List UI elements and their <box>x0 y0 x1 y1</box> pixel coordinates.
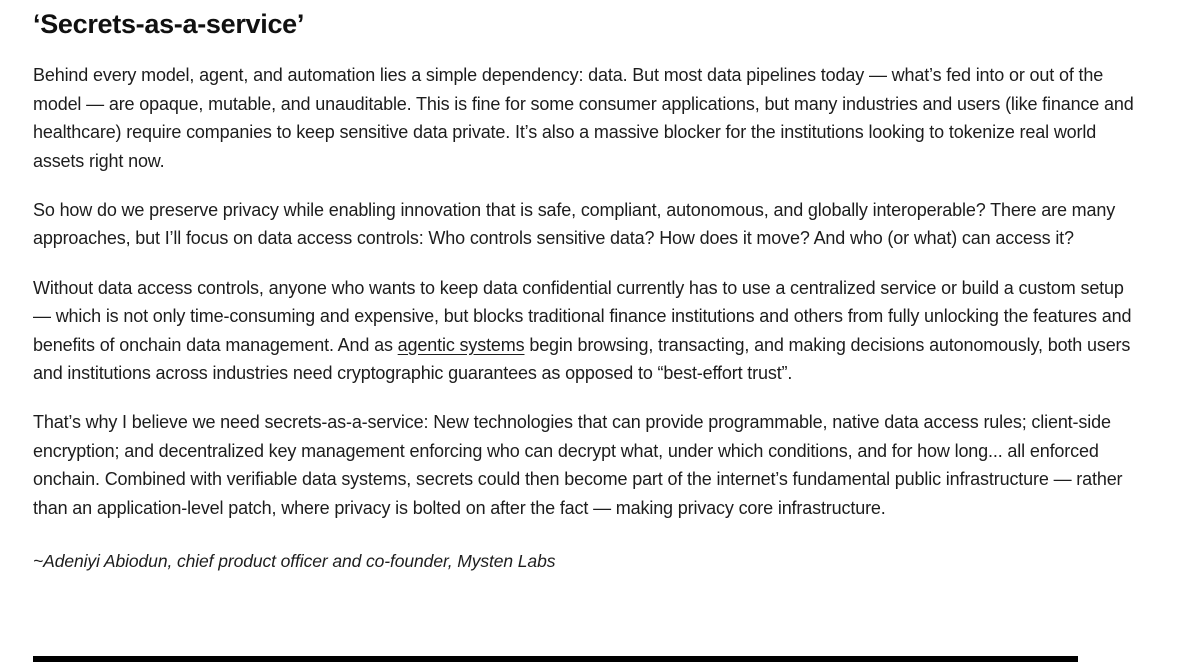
paragraph-4: That’s why I believe we need secrets-as-a-service: New technologies that can provide programmable, native data access rules; client-side encryption; and decentralized key management enforcing who can decrypt what, under which conditions, and for how long... all enforced onchain. Combined with verifiable data systems, secrets could then become part of the internet’s fundamental public infrastructure — rather than an application-level patch, where privacy is bolted on after the fact — making privacy core infrastructure. <box>33 412 1123 518</box>
bottom-divider <box>33 656 1078 662</box>
author-attribution: ~Adeniyi Abiodun, chief product officer and co-founder, Mysten Labs <box>33 551 556 572</box>
agentic-systems-link[interactable]: agentic systems <box>397 334 525 355</box>
paragraph-1: Behind every model, agent, and automation lies a simple dependency: data. But most data pipelines today — what’s fed into or out of the model — are opaque, mutable, and unauditable. This is fine for some consumer applications, but many industries and users (like finance and healthcare) require companies to keep sensitive data private. It’s also a massive blocker for the institutions looking to tokenize real world assets right now. <box>33 65 1134 171</box>
article-body <box>33 8 1145 574</box>
paragraph-3-text-after: begin browsing, transacting, and making decisions autonomously, both users and institutions across industries need cryptographic guarantees as opposed to “best-effort trust”. <box>33 334 1131 384</box>
article-heading: ‘Secrets-as-a-service’ <box>33 9 305 39</box>
paragraph-2: So how do we preserve privacy while enabling innovation that is safe, compliant, autonomous, and globally interoperable? There are many approaches, but I’ll focus on data access controls: Who controls sensitive data? How does it move? And who (or what) can access it? <box>33 200 1116 249</box>
paragraph-3 <box>33 274 1145 388</box>
paragraph-3-text-before: Without data access controls, anyone who wants to keep data confidential currently has to use a centralized service or build a custom setup — which is not only time-consuming and expensive, but blocks traditional finance institutions and others from fully unlocking the features and benefits of onchain data management. And as <box>33 277 1132 355</box>
